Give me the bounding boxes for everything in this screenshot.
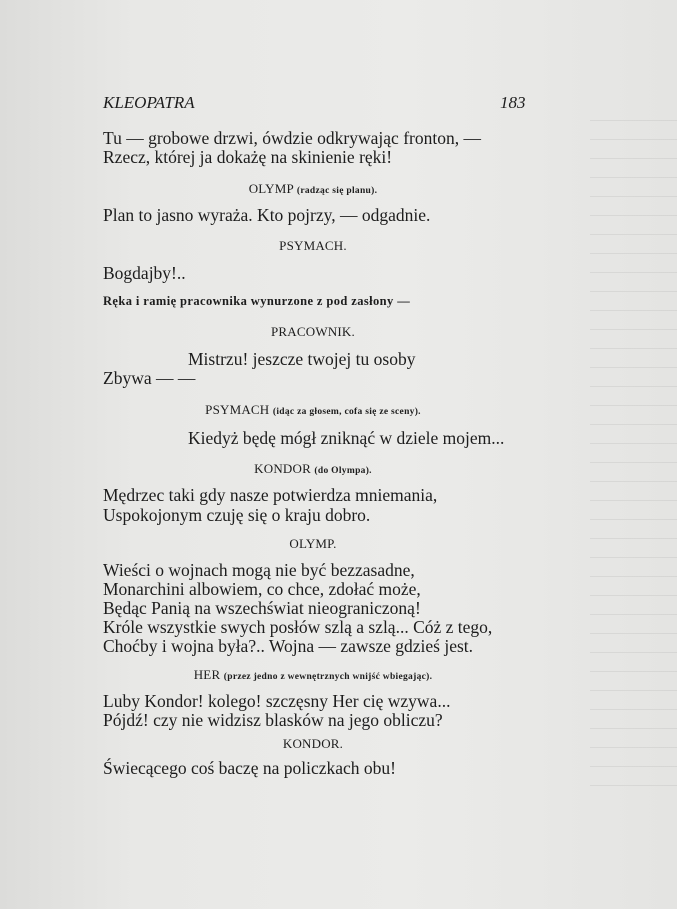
speaker-heading bbox=[103, 238, 523, 254]
speaker-name: OLYMP. bbox=[289, 536, 337, 551]
bleed-through bbox=[590, 120, 677, 800]
verse-line: Bogdajby!.. bbox=[103, 263, 186, 283]
speaker-name: KONDOR bbox=[254, 461, 311, 476]
verse-line: Kiedyż będę mógł zniknąć w dziele mojem... bbox=[188, 428, 505, 448]
page-number: 183 bbox=[500, 93, 526, 112]
verse-line: Monarchini albowiem, co chce, zdołać może, bbox=[103, 579, 421, 599]
verse-line: Rzecz, której ja dokażę na skinienie ręki! bbox=[103, 147, 393, 167]
verse-line: Króle wszystkie swych posłów szlą a szlą... Cóż z tego, bbox=[103, 617, 493, 637]
verse-line: Będąc Panią na wszechświat nieograniczoną! bbox=[103, 598, 421, 618]
speaker-name: PSYMACH. bbox=[279, 238, 347, 253]
verse-line: Tu — grobowe drzwi, ówdzie odkrywając fronton, — bbox=[103, 128, 481, 148]
verse-line: Plan to jasno wyraża. Kto pojrzy, — odgadnie. bbox=[103, 205, 431, 225]
verse-line: Luby Kondor! kolego! szczęsny Her cię wzywa... bbox=[103, 691, 451, 711]
verse-line: Choćby i wojna była?.. Wojna — zawsze gdzieś jest. bbox=[103, 636, 474, 656]
speaker-heading bbox=[103, 736, 523, 752]
speaker-heading bbox=[103, 324, 523, 340]
speaker-heading bbox=[103, 461, 523, 479]
verse-line: Mistrzu! jeszcze twojej tu osoby bbox=[188, 349, 416, 369]
verse-line: Uspokojonym czuję się o kraju dobro. bbox=[103, 505, 371, 525]
speaker-heading bbox=[103, 667, 523, 685]
stage-direction: (radząc się planu). bbox=[296, 186, 378, 196]
speaker-heading bbox=[103, 181, 523, 199]
verse-line: Zbywa — — bbox=[103, 368, 196, 388]
verse-line: Pójdź! czy nie widzisz blasków na jego obliczu? bbox=[103, 710, 443, 730]
running-title: KLEOPATRA bbox=[103, 93, 195, 112]
speaker-name: OLYMP bbox=[248, 181, 294, 196]
stage-direction: (przez jedno z wewnętrznych wnijść wbiegając). bbox=[223, 672, 433, 682]
verse-line: Świecącego coś baczę na policzkach obu! bbox=[103, 758, 396, 778]
speaker-name: HER bbox=[193, 667, 221, 682]
stage-direction: Ręka i ramię pracownika wynurzone z pod zasłony — bbox=[103, 294, 411, 308]
stage-direction: (idąc za głosem, cofa się ze sceny). bbox=[272, 407, 421, 417]
verse-line: Mędrzec taki gdy nasze potwierdza mniemania, bbox=[103, 485, 438, 505]
speaker-heading bbox=[103, 536, 523, 552]
speaker-heading bbox=[103, 402, 523, 420]
stage-direction: (do Olympa). bbox=[314, 466, 372, 476]
speaker-name: PRACOWNIK. bbox=[271, 324, 355, 339]
verse-line: Wieści o wojnach mogą nie być bezzasadne, bbox=[103, 560, 415, 580]
speaker-name: KONDOR. bbox=[282, 736, 344, 751]
speaker-name: PSYMACH bbox=[205, 402, 270, 417]
